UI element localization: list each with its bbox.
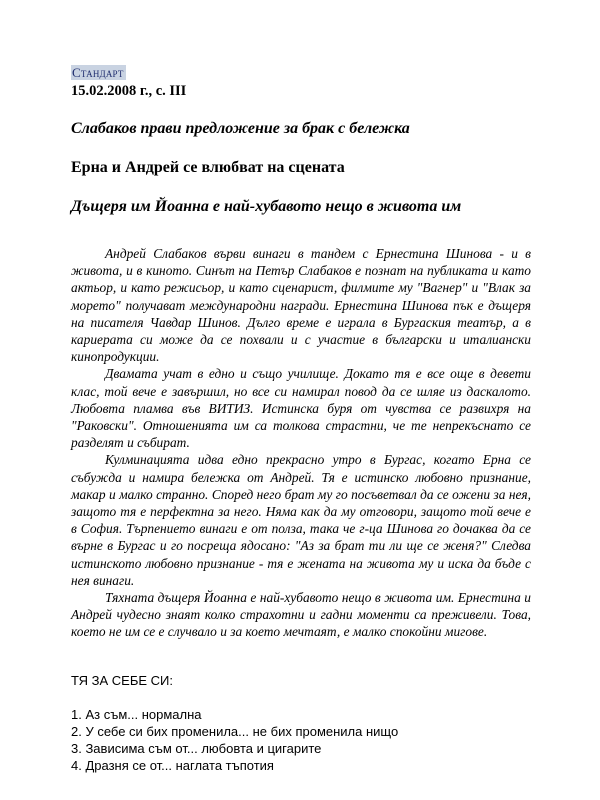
article-paragraph: Кулминацията идва едно прекрасно утро в Бургас, когато Ерна се събужда и намира бележка от Андрей. Тя е истинско любовно признание, макар и малко странно. Според него брат му го посъветвал да се ожени за нея, защото тя е перфектна за него. Няма как да му отговори, защото той вече е в София. Търпението винаги е от полза, така че г-ца Шинова го дочаква да се върне в Бургас и го посреща ядосано: "Аз за брат ти ли ще се женя?" Следва истинското любовно признание - тя е жената на живота му и иска да бъде с нея винаги. (71, 452, 531, 588)
list-item: 4. Дразня се от... наглата тъпотия (71, 757, 274, 773)
headline-tertiary: Дъщеря им Йоанна е най-хубавото нещо в живота им (71, 198, 462, 215)
headline-secondary: Ерна и Андрей се влюбват на сцената (71, 159, 345, 176)
self-portrait-section (71, 672, 531, 774)
source-logo (71, 64, 531, 82)
headline-primary: Слабаков прави предложение за брак с бележка (71, 120, 410, 137)
article-paragraph: Тяхната дъщеря Йоанна е най-хубавото нещо в живота им. Ернестина и Андрей чудесно знаят колко страхотни и гадни моменти са преживели. Това, което не им се е случвало и за което мечтаят, е малко спокойни мигове. (71, 590, 531, 640)
list-item: 3. Зависима съм от... любовта и цигарите (71, 740, 322, 756)
document-page (71, 64, 531, 787)
self-portrait-heading: ТЯ ЗА СЕБЕ СИ: (71, 672, 174, 688)
dateline: 15.02.2008 г., с. III (71, 83, 187, 99)
article-paragraph: Андрей Слабаков върви винаги в тандем с Ернестина Шинова - и в живота, и в киното. Синът на Петър Слабаков е познат на публиката и като актьор, и като режисьор, и като сценарист, филмите му "Вагнер" и "Влак за морето" получават международни награди. Ернестина Шинова пък е дъщеря на писателя Чавдар Шинов. Дълго време е играла в Бургаския театър, а в кариерата си може да се похвали и с участие в български и италиански кинопродукции. (71, 246, 531, 365)
article-body (71, 245, 531, 641)
article-paragraph: Двамата учат в едно и също училище. Докато тя е все още в девети клас, той вече е завършил, но все си намирал повод да се шляе из даскалото. Любовта пламва във ВИТИЗ. Истинска буря от чувства се развихря на "Раковски". Отношенията им са толкова страстни, че те непрекъснато се разделят и събират. (71, 366, 531, 451)
list-item: 2. У себе си бих променила... не бих променила нищо (71, 723, 399, 739)
list-item: 1. Аз съм... нормална (71, 706, 202, 722)
self-portrait-list (71, 706, 531, 774)
source-logo-text: Стандарт (72, 65, 124, 80)
